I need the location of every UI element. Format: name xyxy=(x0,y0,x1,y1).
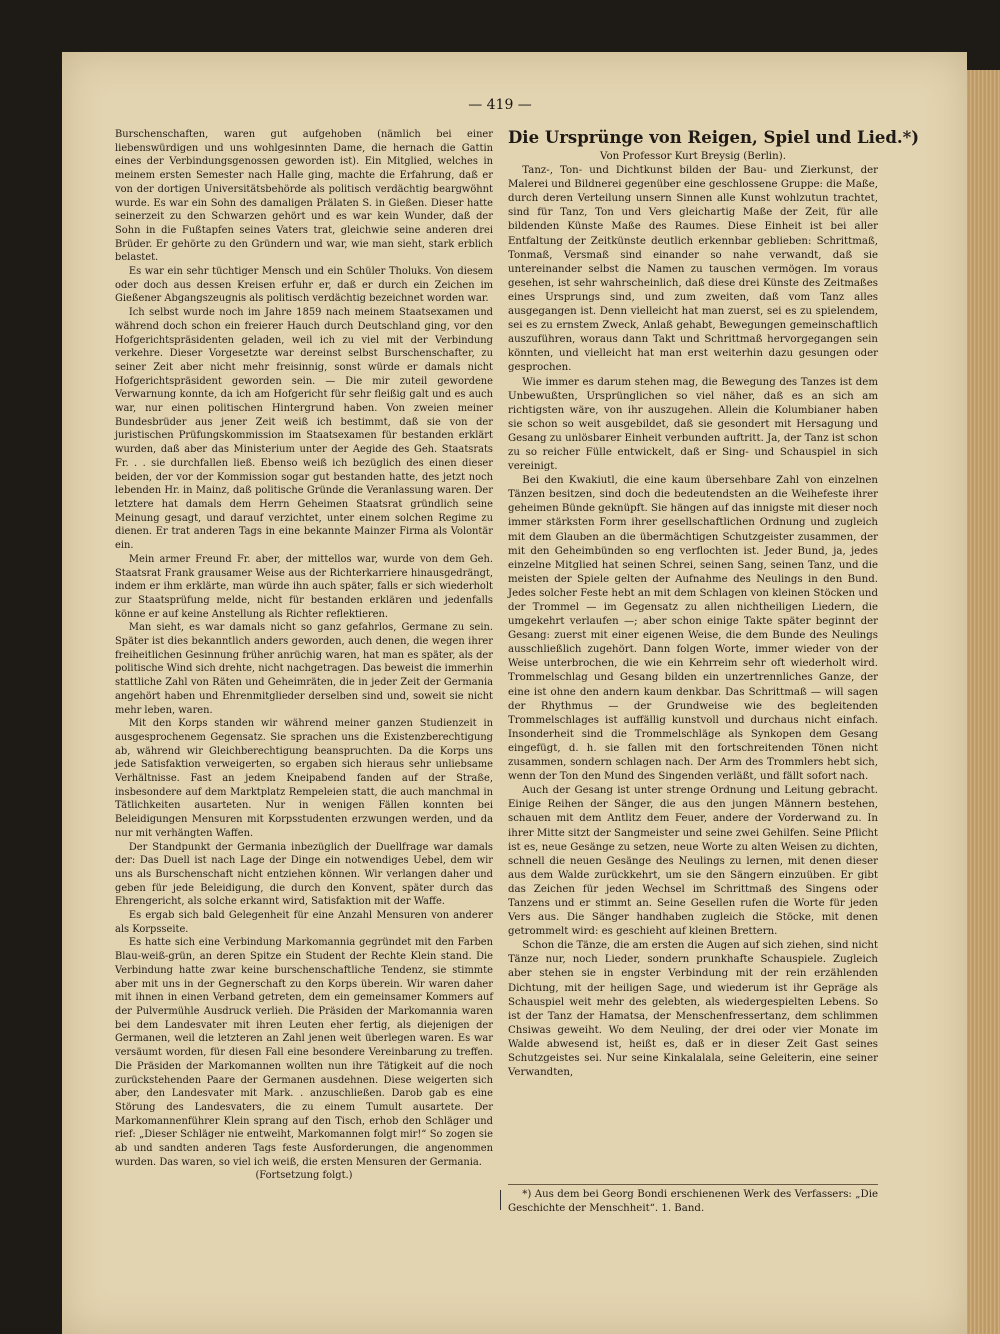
left-paragraph: Es war ein sehr tüchtiger Mensch und ein Schüler Tholuks. Von diesem oder doch aus dessen Kreisen erfuhr er, daß er durch ein Zeichen im Gießener Abgangszeugnis als politisch verdächtig bezeichnet worden war. xyxy=(115,266,493,305)
left-paragraph: Burschenschaften, waren gut aufgehoben (nämlich bei einer liebenswürdigen und uns wohlgesinnten Dame, die hernach die Gattin eines der Verbindungsgenossen geworden ist). Ein Mitglied, welches in meinem ersten Semester nach Halle ging, machte die Erfahrung, daß er von der dortigen Universitätsbehörde als politisch verdächtig beargwöhnt wurde. Es war ein Sohn des damaligen Prälaten S. in Gießen. Dieser hatte seinerzeit zu den Schwarzen gehört und es war kein Wunder, daß der Sohn in die Fußtapfen seines Vaters trat, gleichwie seine anderen drei Brüder. Er gehörte zu den Gründern und war, wie man sieht, stark erblich belastet. xyxy=(115,129,493,264)
left-paragraph: Es hatte sich eine Verbindung Markomannia gegründet mit den Farben Blau-weiß-grün, an deren Spitze ein Student der Rechte Klein stand. Die Verbindung hatte zwar keine burschenschaftliche Tendenz, sie stimmte aber mit uns in der Gegnerschaft zu den Korps überein. Wir waren daher mit ihnen in einen Verband getreten, dem ein gemeinsamer Kommers auf der Pulvermühle Ausdruck verlieh. Die Präsiden der Markomannia waren bei dem Landesvater mit ihren Leuten eher fertig, als diejenigen der Germanen, weil die letzteren an Zahl jenen weit überlegen waren. Es war versäumt worden, für diesen Fall eine besondere Vereinbarung zu treffen. Die Präsiden der Markomannen wollten nun ihre Tätigkeit auf die noch zurückstehenden Paare der Germanen ausdehnen. Diese weigerten sich aber, den Landesvater mit Mark. . anzuschließen. Darob gab es eine Störung des Landesvaters, die zu einem Tumult ausartete. Der Markomannenführer Klein sprang auf den Tisch, erhob den Schläger und rief: „Dieser Schläger nie entweiht, Markomannen folgt mir!“ So zogen sie ab und sandten anderen Tags feste Ausforderungen, die angenommen wurden. Das waren, so viel ich weiß, die ersten Mensuren der Germania. xyxy=(115,937,493,1168)
right-paragraph: Schon die Tänze, die am ersten die Augen auf sich ziehen, sind nicht Tänze nur, noch Lieder, sondern prunkhafte Schauspiele. Zugleich aber stehen sie in engster Verbindung mit der rein erzählenden Dichtung, mit der heiligen Sage, und wiederum ist ihr Gepräge als Schauspiel weit mehr des gelebten, als wiedergespielten Lebens. So ist der Tanz der Hamatsa, der Menschenfressertanz, dem schlimmen Chsiwas geweiht. Wo dem Neuling, der drei oder vier Monate im Walde abwesend ist, heißt es, daß er in dieser Zeit Gast seines Schutzgeistes sei. Nur seine Kinkalalala, seine Geleiterin, eine seiner Verwandten, xyxy=(508,940,878,1079)
left-column xyxy=(115,128,493,1183)
left-paragraph: Der Standpunkt der Germania inbezüglich der Duellfrage war damals der: Das Duell ist nach Lage der Dinge ein notwendiges Uebel, dem wir uns als Burschenschaft nicht entziehen können. Wir verlangen daher und geben für jede Beleidigung, die durch den Konvent, später durch das Ehrengericht, als solche erkannt wird, Satisfaktion mit der Waffe. xyxy=(115,841,493,908)
footnote xyxy=(508,1184,878,1216)
right-paragraph: Bei den Kwakiutl, die eine kaum übersehbare Zahl von einzelnen Tänzen besitzen, sind doch die bedeutendsten an die Weihefeste ihrer geheimen Bünde geknüpft. Sie hängen auf das innigste mit dieser noch immer stärksten Form ihrer gesellschaftlichen Ordnung und zugleich mit dem Glauben an die übermächtigen Schutzgeister zusammen, der mit den Geheimbünden so eng verflochten ist. Jeder Bund, ja, jedes einzelne Mitglied hat seinen Schrei, seinen Sang, seinen Tanz, und die meisten der Spiele gelten der Aufnahme des Neulings in den Bund. Jedes solcher Feste hebt an mit dem Schlagen von kleinen Stöcken und der Trommel — im Gegensatz zu allen nichtheiligen Liedern, die umgekehrt verlaufen —; aber schon einige Takte später beginnt der Gesang: zuerst mit einer eigenen Weise, die dem Bunde des Neulings ausschließlich zugehört. Dann folgen Worte, immer wieder von der Weise unterbrochen, die wie ein Kehrreim sehr oft wiederholt wird. Trommelschlag und Gesang bilden ein unzertrennliches Ganze, der eine ist ohne den andern kaum denkbar. Das Schrittmaß — will sagen der Rhythmus — der Grundweise wie des begleitenden Trommelschlages ist auffällig kunstvoll und durchaus nicht einfach. Insonderheit sind die Trommelschläge als Synkopen dem Gesang eingefügt, d. h. sie fallen mit den fortschreitenden Tönen nicht zusammen, sondern schlagen nach. Der Arm des Trommlers hebt sich, wenn der Ton den Mund des Singenden verläßt, und fällt sofort nach. xyxy=(508,475,878,783)
right-paragraph: Tanz-, Ton- und Dichtkunst bilden der Bau- und Zierkunst, der Malerei und Bildnerei gegenüber eine geschlossene Gruppe: die Maße, durch deren Verteilung unsern Sinnen alle Kunst wohlzutun trachtet, sind für Tanz, Ton und Vers gleichartig Maße der Zeit, für alle bildenden Künste Maße des Raumes. Diese Einheit ist bei aller Entfaltung der Zeitkünste deutlich erkennbar geblieben: Schrittmaß, Tonmaß, Versmaß sind einander so nahe verwandt, daß sie untereinander selbst die Namen zu tauschen vermögen. Im voraus gesehen, ist sehr wahrscheinlich, daß diese drei Künste des Zeitmaßes eines Ursprungs sind, und zum zweiten, daß vom Tanz alles ausgegangen ist. Denn vielleicht hat man zuerst, sei es zu spielendem, sei es zu ernstem Zweck, Anlaß gehabt, Bewegungen gemeinschaftlich auszuführen, woraus dann Takt und Schrittmaß hervorgegangen sein könnten, und vielleicht hat man erst weiterhin dazu gesungen oder gesprochen. xyxy=(508,165,878,374)
left-paragraph: Mit den Korps standen wir während meiner ganzen Studienzeit in ausgesprochenem Gegensatz. Sie sprachen uns die Existenzberechtigung ab, während wir Gleichberechtigung beanspruchten. Da die Korps uns jede Satisfaktion verweigerten, so ergaben sich hieraus sehr unliebsame Verhältnisse. Fast an jedem Kneipabend fanden auf der Straße, insbesondere auf dem Marktplatz Rempeleien statt, die auch manchmal in Tätlichkeiten ausarteten. Nur in wenigen Fällen konnten bei Beleidigungen Mensuren mit Korpsstudenten erzwungen werden, und da nur mit verhängten Waffen. xyxy=(115,718,493,839)
book-page-edges xyxy=(967,70,1000,1334)
left-paragraph: Mein armer Freund Fr. aber, der mittellos war, wurde von dem Geh. Staatsrat Frank grausamer Weise aus der Richterkarriere hinausgedrängt, indem er ihm erklärte, man würde ihn auch später, falls er sich wiederholt zur Staatsprüfung melde, nicht für bestanden erklären und jedenfalls könne er auf keine Anstellung als Richter reflektieren. xyxy=(115,553,493,620)
right-paragraph: Wie immer es darum stehen mag, die Bewegung des Tanzes ist dem Unbewußten, Ursprünglichen so viel näher, daß es an sich am richtigsten wäre, von ihr auszugehen. Allein die Kolumbianer haben sie schon so weit ausgebildet, daß sie gesondert mit Hersagung und Gesang zu unlösbarer Einheit verbunden auftritt. Ja, der Tanz ist schon zu so reicher Fülle entwickelt, daß er Sing- und Schauspiel in sich vereinigt. xyxy=(508,376,878,473)
continuation-note: (Fortsetzung folgt.) xyxy=(255,1170,353,1182)
page-number: — 419 — xyxy=(468,97,532,113)
left-paragraph: Man sieht, es war damals nicht so ganz gefahrlos, Germane zu sein. Später ist dies bekanntlich anders geworden, auch denen, die wegen ihrer freiheitlichen Gesinnung früher anrüchig waren, hat man es später, als der politische Wind sich drehte, nicht nachgetragen. Das beweist die immerhin stattliche Zahl von Räten und Geheimräten, die in jeder Zeit der Germania angehört haben und Ehrenmitglieder derselben sind und, soweit sie nicht mehr leben, waren. xyxy=(115,622,493,716)
footnote-text: *) Aus dem bei Georg Bondi erschienenen Werk des Verfassers: „Die Geschichte der Menschheit“. 1. Band. xyxy=(508,1189,878,1214)
right-paragraph: Auch der Gesang ist unter strenge Ordnung und Leitung gebracht. Einige Reihen der Sänger, die aus den jungen Männern bestehen, schauen mit dem Antlitz dem Feuer, andere der Vorderwand zu. In ihrer Mitte sitzt der Sangmeister und seine zwei Gehilfen. Seine Pflicht ist es, neue Gesänge zu setzen, neue Worte zu alten Weisen zu dichten, schnell die neuen Gesänge des Neulings zu lernen, mit denen dieser aus dem Walde zurückkehrt, um sie den Sängern einzuüben. Er gibt das Zeichen für jeden Wechsel im Schrittmaß des Singens oder Tanzens und er stimmt an. Seine Gesellen rufen die Worte für jeden Vers aus. Die Sänger handhaben zugleich die Stöcke, mit denen getrommelt wird: es geschieht auf kleinen Brettern. xyxy=(508,785,878,938)
article-title: Die Ursprünge von Reigen, Spiel und Lied.*) xyxy=(508,128,920,147)
left-paragraph: Es ergab sich bald Gelegenheit für eine Anzahl Mensuren von anderer als Korpsseite. xyxy=(115,910,493,935)
left-paragraph: Ich selbst wurde noch im Jahre 1859 nach meinem Staatsexamen und während doch schon ein freierer Hauch durch Deutschland ging, vor den Hofgerichtspräsidenten geladen, weil ich zu viel mit der Verbindung verkehre. Dieser Vorgesetzte war dereinst selbst Burschenschafter, zu seiner Zeit aber nicht mehr freisinnig, sonst würde er damals nicht Hofgerichtspräsident geworden sein. — Die mir zuteil gewordene Verwarnung konnte, da ich am Hofgericht für sehr fleißig galt und es auch war, nur einen politischen Hintergrund haben. Von zweien meiner Bundesbrüder aus jener Zeit weiß ich bestimmt, daß sie von der juristischen Prüfungskommission im Staatsexamen für bestanden erklärt wurden, daß aber das Ministerium unter der Aegide des Geh. Staatsrats Fr. . . sie durchfallen ließ. Ebenso weiß ich bezüglich des einen dieser beiden, der vor der Kommission sogar gut bestanden hatte, des jetzt noch lebenden Hr. in Mainz, daß politische Gründe die Veranlassung waren. Der letztere hat damals dem Herrn Geheimen Staatsrat gründlich seine Meinung gesagt, und darauf verzichtet, unter einem solchen Regime zu dienen. Er trat anderen Tags in eine bekannte Mainzer Firma als Volontär ein. xyxy=(115,307,493,552)
column-divider xyxy=(500,1190,501,1210)
article-byline: Von Professor Kurt Breysig (Berlin). xyxy=(600,151,786,162)
right-column xyxy=(508,128,920,1080)
